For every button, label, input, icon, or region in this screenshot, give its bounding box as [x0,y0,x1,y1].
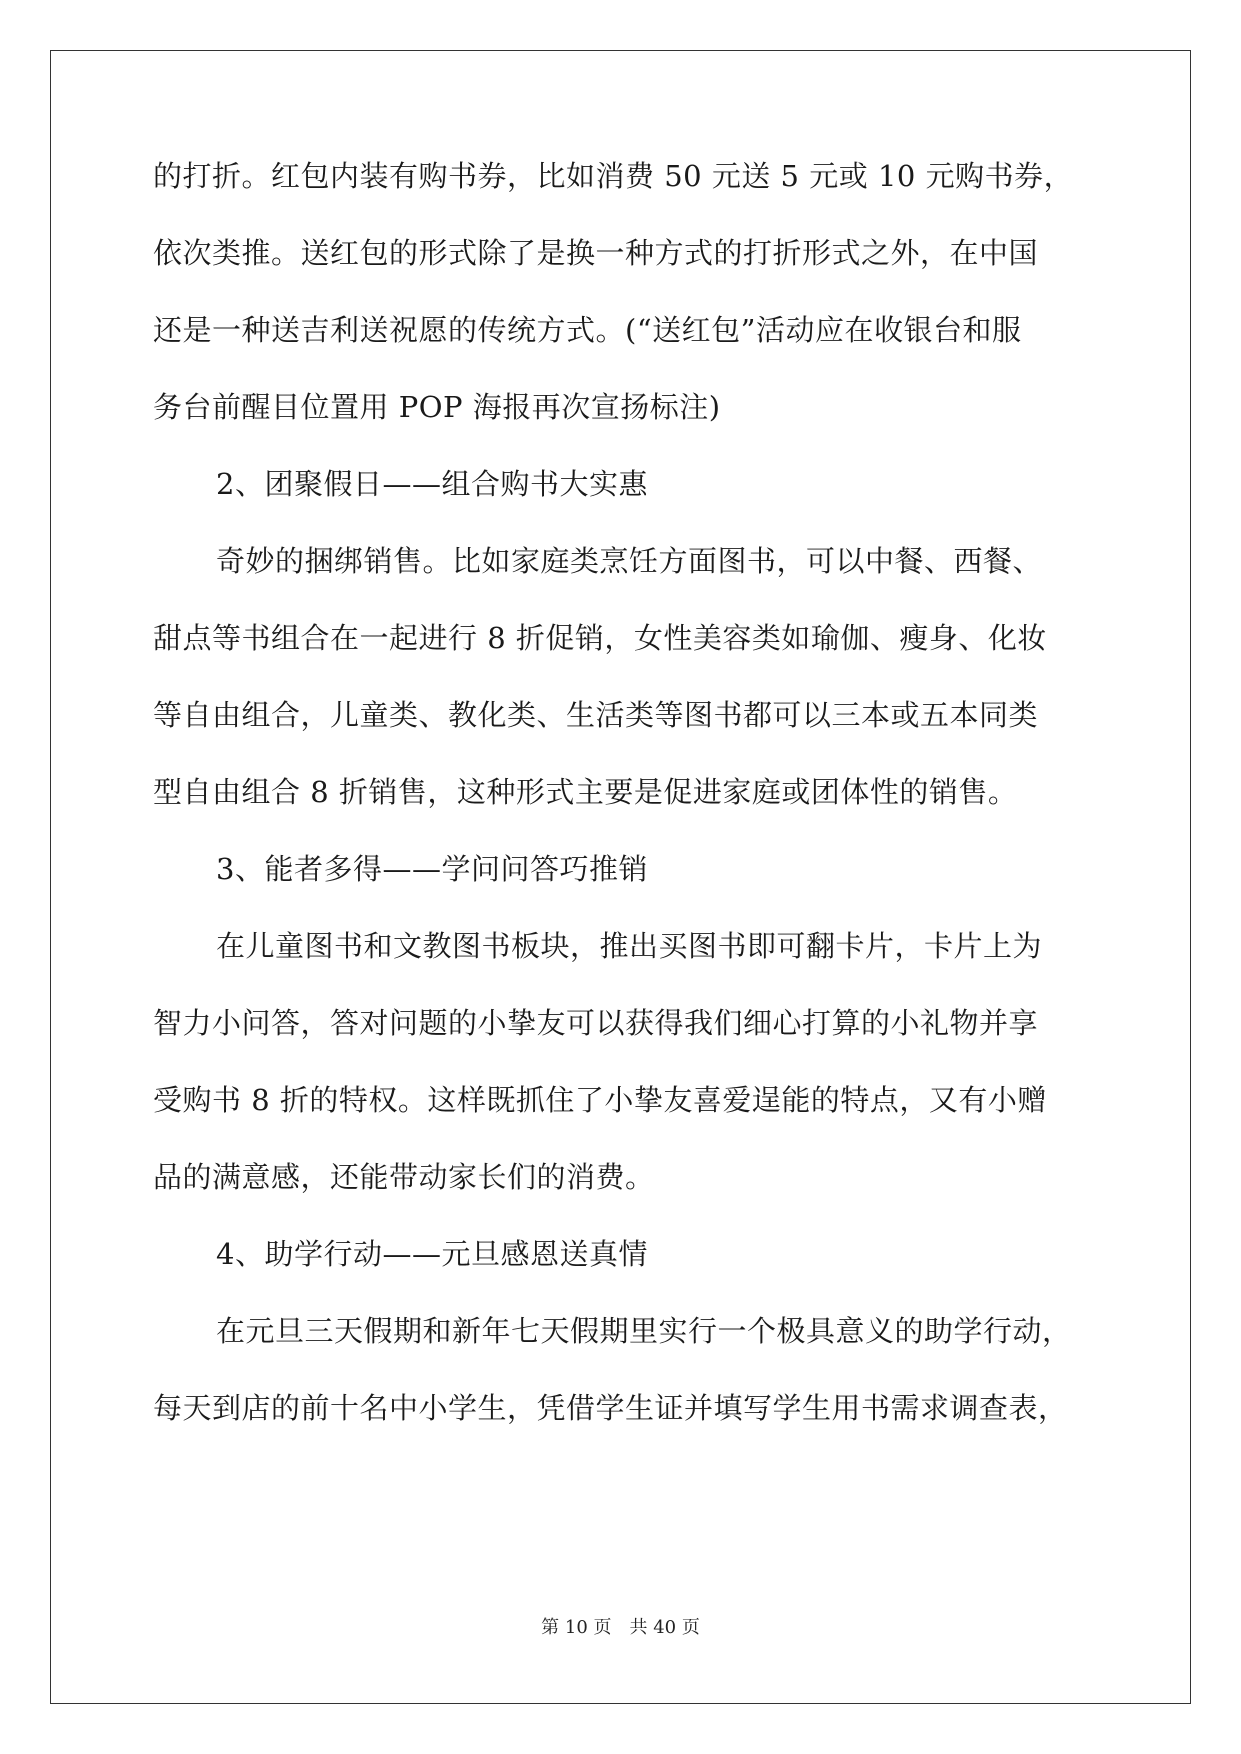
page-total: 共 40 页 [629,1617,700,1638]
text-line: 每天到店的前十名中小学生，凭借学生证并填写学生用书需求调查表， [153,1391,1068,1425]
text-line: 在元旦三天假期和新年七天假期里实行一个极具意义的助学行动， [216,1314,1072,1348]
page-footer [0,1616,1241,1640]
section-heading: 2、团聚假日——组合购书大实惠 [216,467,648,501]
page-number: 第 10 页 [541,1617,612,1638]
text-line: 在儿童图书和文教图书板块，推出买图书即可翻卡片，卡片上为 [216,929,1043,963]
text-line: 依次类推。送红包的形式除了是换一种方式的打折形式之外，在中国 [153,236,1039,270]
text-line: 受购书 8 折的特权。这样既抓住了小挚友喜爱逞能的特点，又有小赠 [153,1083,1047,1117]
text-line: 还是一种送吉利送祝愿的传统方式。(“送红包”活动应在收银台和服 [153,313,1022,347]
text-line: 智力小问答，答对问题的小挚友可以获得我们细心打算的小礼物并享 [153,1006,1039,1040]
text-line: 等自由组合，儿童类、教化类、生活类等图书都可以三本或五本同类 [153,698,1039,732]
text-line: 品的满意感，还能带动家长们的消费。 [153,1160,655,1194]
text-line: 型自由组合 8 折销售，这种形式主要是促进家庭或团体性的销售。 [153,775,1018,809]
section-heading: 3、能者多得——学问问答巧推销 [216,852,648,886]
text-line: 甜点等书组合在一起进行 8 折促销，女性美容类如瑜伽、瘦身、化妆 [153,621,1047,655]
section-heading: 4、助学行动——元旦感恩送真情 [216,1237,648,1271]
text-line: 务台前醒目位置用 POP 海报再次宣扬标注) [153,390,721,424]
text-line: 的打折。红包内装有购书券，比如消费 50 元送 5 元或 10 元购书券， [153,159,1074,193]
text-line: 奇妙的捆绑销售。比如家庭类烹饪方面图书，可以中餐、西餐、 [216,544,1043,578]
